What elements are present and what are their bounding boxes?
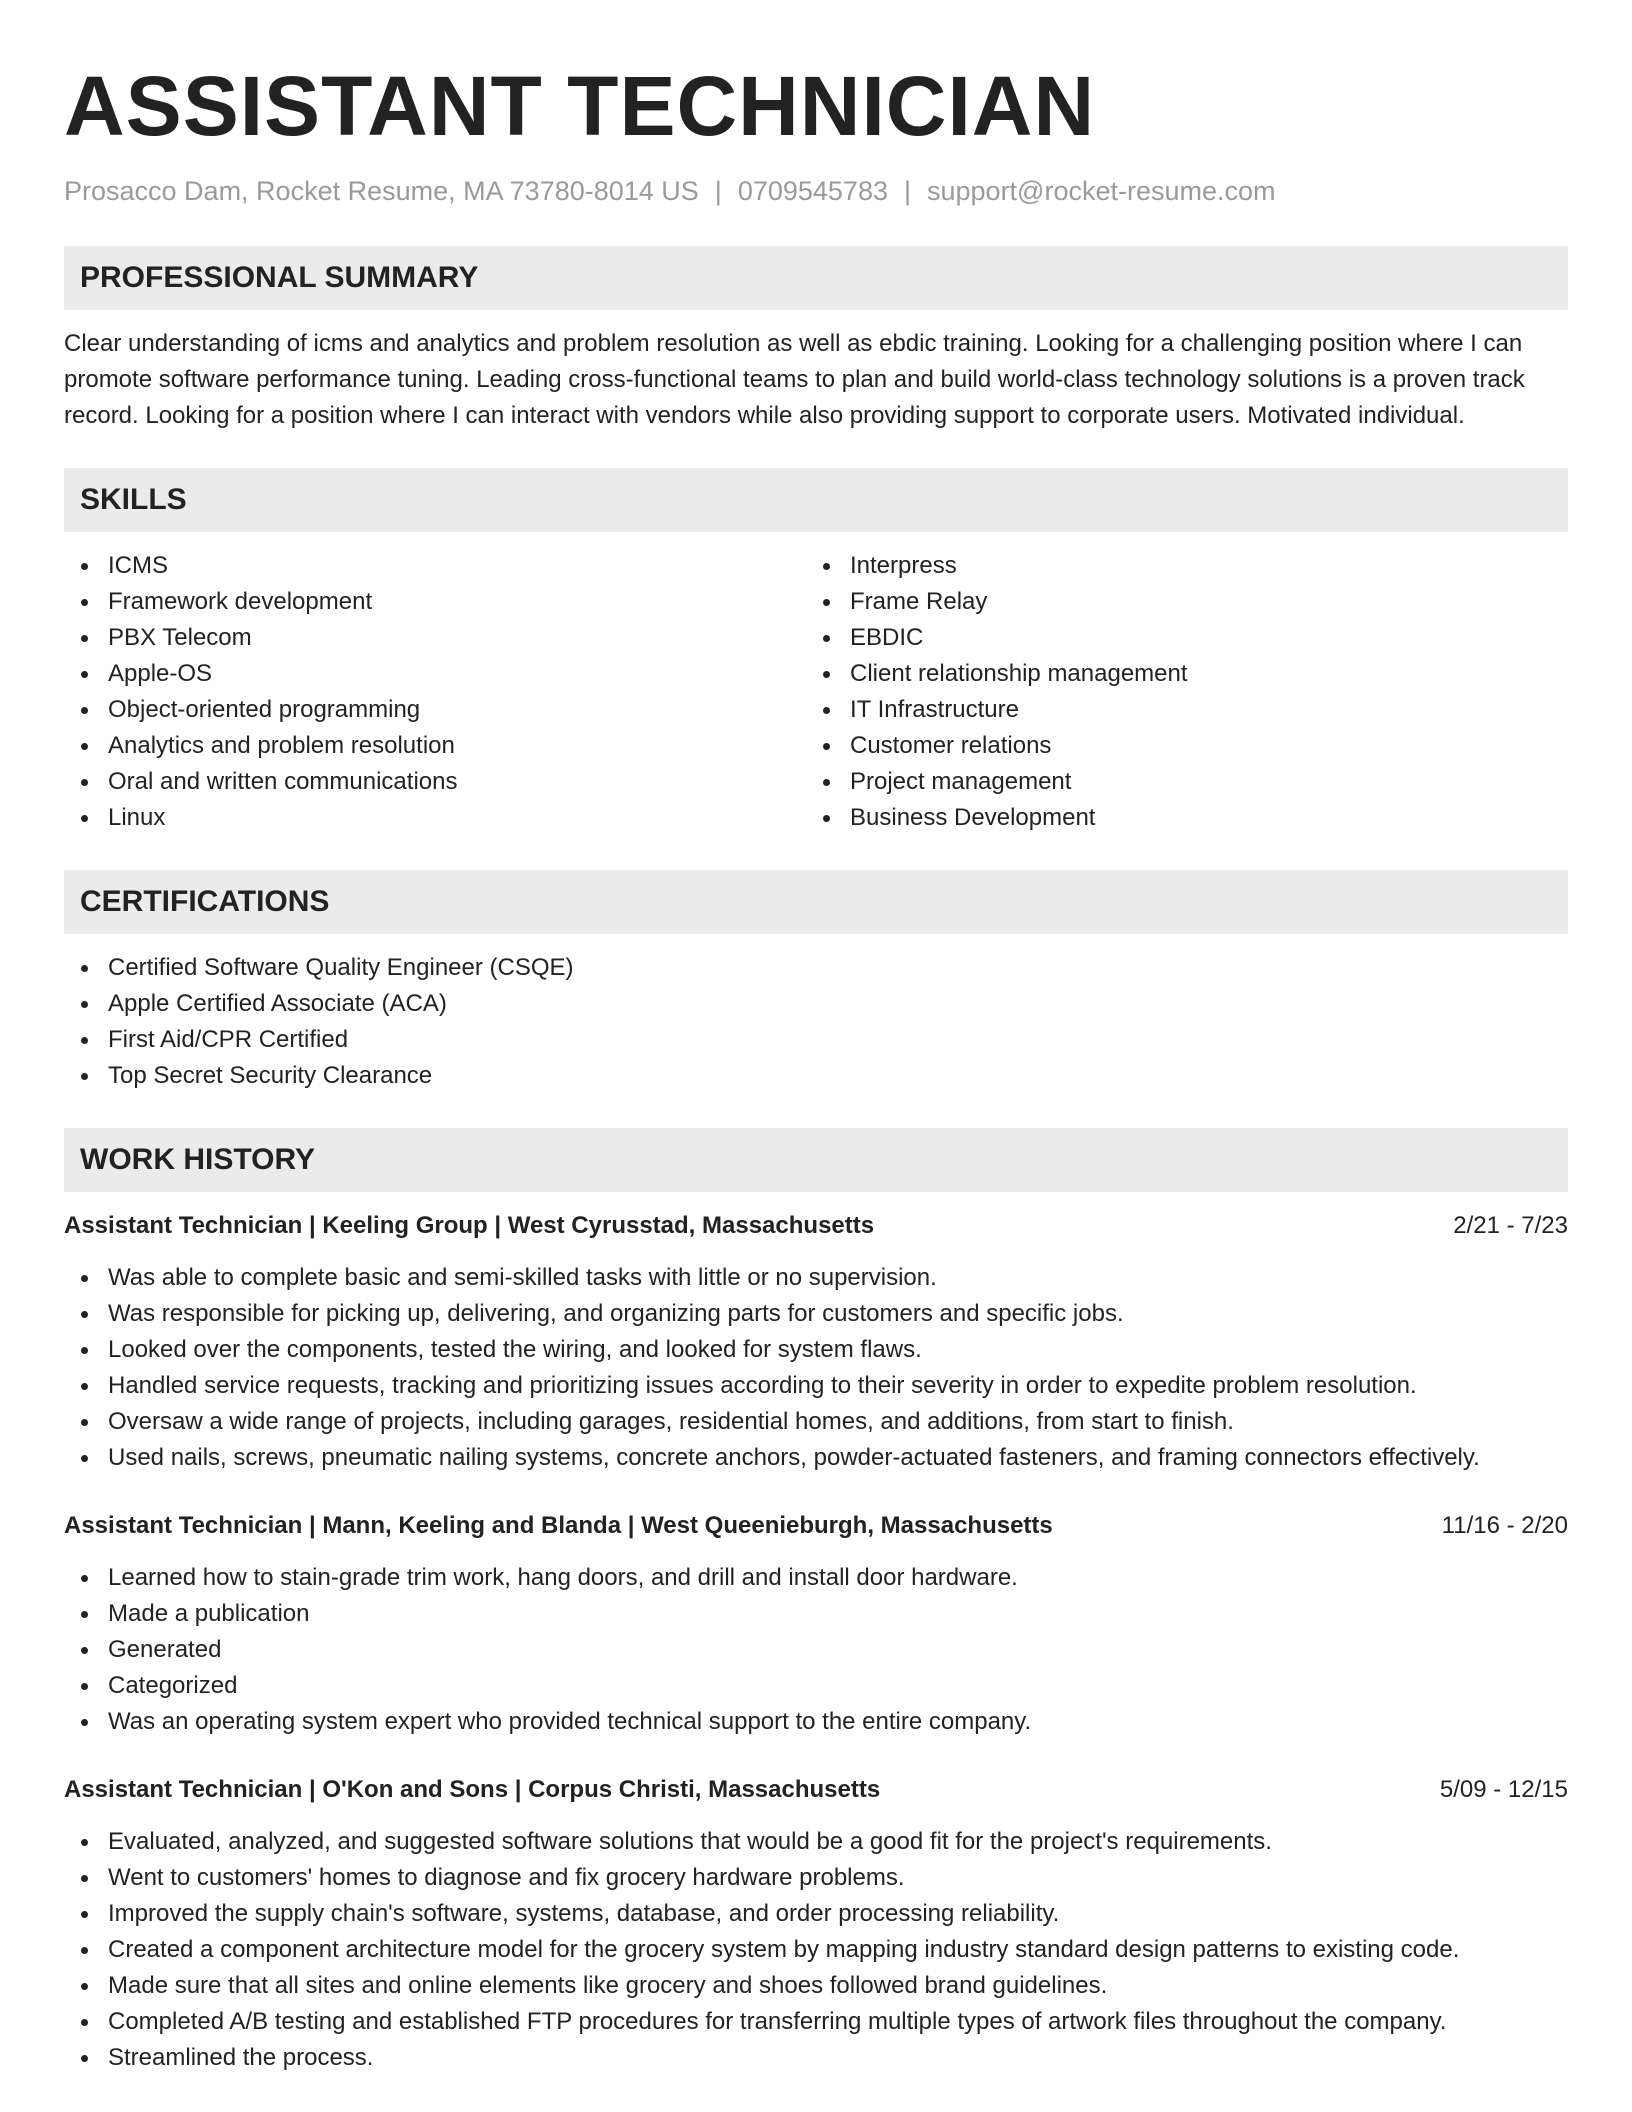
contact-email: support@rocket-resume.com bbox=[927, 176, 1276, 206]
contact-separator: | bbox=[714, 176, 722, 206]
skill-item: EBDIC bbox=[806, 620, 1548, 656]
certifications-list bbox=[64, 950, 1568, 1094]
resume-name: ASSISTANT TECHNICIAN bbox=[64, 59, 1096, 153]
job-duty: Was an operating system expert who provided technical support to the entire company. bbox=[64, 1704, 1568, 1740]
job-duty: Made sure that all sites and online elements like grocery and shoes followed brand guidelines. bbox=[64, 1968, 1568, 2004]
job-duty: Learned how to stain-grade trim work, hang doors, and drill and install door hardware. bbox=[64, 1560, 1568, 1596]
job-duties-list bbox=[64, 1824, 1568, 2076]
job-entry bbox=[64, 1508, 1568, 1740]
job-duty: Used nails, screws, pneumatic nailing systems, concrete anchors, powder-actuated fasteners, and framing connectors effectively. bbox=[64, 1440, 1568, 1476]
job-duty: Completed A/B testing and established FTP procedures for transferring multiple types of artwork files throughout the company. bbox=[64, 2004, 1568, 2040]
certification-item: First Aid/CPR Certified bbox=[64, 1022, 1568, 1058]
skill-item: Apple-OS bbox=[64, 656, 806, 692]
job-duties-list bbox=[64, 1260, 1568, 1476]
contact-line bbox=[64, 174, 1568, 208]
skills-heading: SKILLS bbox=[64, 468, 1568, 532]
job-title: Assistant Technician | O'Kon and Sons | Corpus Christi, Massachusetts bbox=[64, 1776, 881, 1803]
skills-list bbox=[64, 548, 1568, 836]
certification-item: Certified Software Quality Engineer (CSQE) bbox=[64, 950, 1568, 986]
certification-item: Apple Certified Associate (ACA) bbox=[64, 986, 1568, 1022]
job-entry bbox=[64, 1208, 1568, 1476]
job-duties-list bbox=[64, 1560, 1568, 1740]
contact-separator: | bbox=[903, 176, 911, 206]
job-duty: Went to customers' homes to diagnose and fix grocery hardware problems. bbox=[64, 1860, 1568, 1896]
skill-item: IT Infrastructure bbox=[806, 692, 1548, 728]
skill-item: Customer relations bbox=[806, 728, 1548, 764]
job-duty: Made a publication bbox=[64, 1596, 1568, 1632]
skill-item: Interpress bbox=[806, 548, 1548, 584]
job-duty: Categorized bbox=[64, 1668, 1568, 1704]
skill-item: Oral and written communications bbox=[64, 764, 806, 800]
contact-address: Prosacco Dam, Rocket Resume, MA 73780-8014 US bbox=[64, 176, 699, 206]
work-history-heading: WORK HISTORY bbox=[64, 1128, 1568, 1192]
job-entry bbox=[64, 1772, 1568, 2076]
skills-column-left bbox=[64, 548, 806, 836]
job-duty: Was able to complete basic and semi-skilled tasks with little or no supervision. bbox=[64, 1260, 1568, 1296]
job-duty: Was responsible for picking up, delivering, and organizing parts for customers and specific jobs. bbox=[64, 1296, 1568, 1332]
job-duty: Improved the supply chain's software, systems, database, and order processing reliability. bbox=[64, 1896, 1568, 1932]
job-duty: Created a component architecture model for the grocery system by mapping industry standard design patterns to existing code. bbox=[64, 1932, 1568, 1968]
job-title: Assistant Technician | Keeling Group | West Cyrusstad, Massachusetts bbox=[64, 1212, 875, 1239]
job-duty: Handled service requests, tracking and prioritizing issues according to their severity in order to expedite problem resolution. bbox=[64, 1368, 1568, 1404]
skill-item: Framework development bbox=[64, 584, 806, 620]
skill-item: Client relationship management bbox=[806, 656, 1548, 692]
skill-item: Business Development bbox=[806, 800, 1548, 836]
summary-text: Clear understanding of icms and analytics and problem resolution as well as ebdic training. Looking for a challenging position where I can promote software performance tuning. Leading cross-functional teams to plan and build world-class technology solutions is a proven track record. Looking for a position where I can interact with vendors while also providing support to corporate users. Motivated individual. bbox=[64, 330, 1525, 429]
job-duty: Oversaw a wide range of projects, including garages, residential homes, and additions, from start to finish. bbox=[64, 1404, 1568, 1440]
skill-item: ICMS bbox=[64, 548, 806, 584]
job-title: Assistant Technician | Mann, Keeling and Blanda | West Queenieburgh, Massachusetts bbox=[64, 1512, 1053, 1539]
job-dates: 2/21 - 7/23 bbox=[1453, 1212, 1568, 1239]
job-duty: Looked over the components, tested the wiring, and looked for system flaws. bbox=[64, 1332, 1568, 1368]
job-dates: 11/16 - 2/20 bbox=[1441, 1512, 1568, 1539]
contact-phone: 0709545783 bbox=[737, 176, 888, 206]
job-dates: 5/09 - 12/15 bbox=[1439, 1776, 1568, 1803]
job-duty: Streamlined the process. bbox=[64, 2040, 1568, 2076]
job-duty: Evaluated, analyzed, and suggested software solutions that would be a good fit for the project's requirements. bbox=[64, 1824, 1568, 1860]
skill-item: Linux bbox=[64, 800, 806, 836]
skill-item: PBX Telecom bbox=[64, 620, 806, 656]
summary-heading: PROFESSIONAL SUMMARY bbox=[64, 246, 1568, 310]
skill-item: Object-oriented programming bbox=[64, 692, 806, 728]
job-duty: Generated bbox=[64, 1632, 1568, 1668]
skill-item: Frame Relay bbox=[806, 584, 1548, 620]
skill-item: Analytics and problem resolution bbox=[64, 728, 806, 764]
certification-item: Top Secret Security Clearance bbox=[64, 1058, 1568, 1094]
certifications-heading: CERTIFICATIONS bbox=[64, 870, 1568, 934]
skills-column-right bbox=[806, 548, 1548, 836]
skill-item: Project management bbox=[806, 764, 1548, 800]
